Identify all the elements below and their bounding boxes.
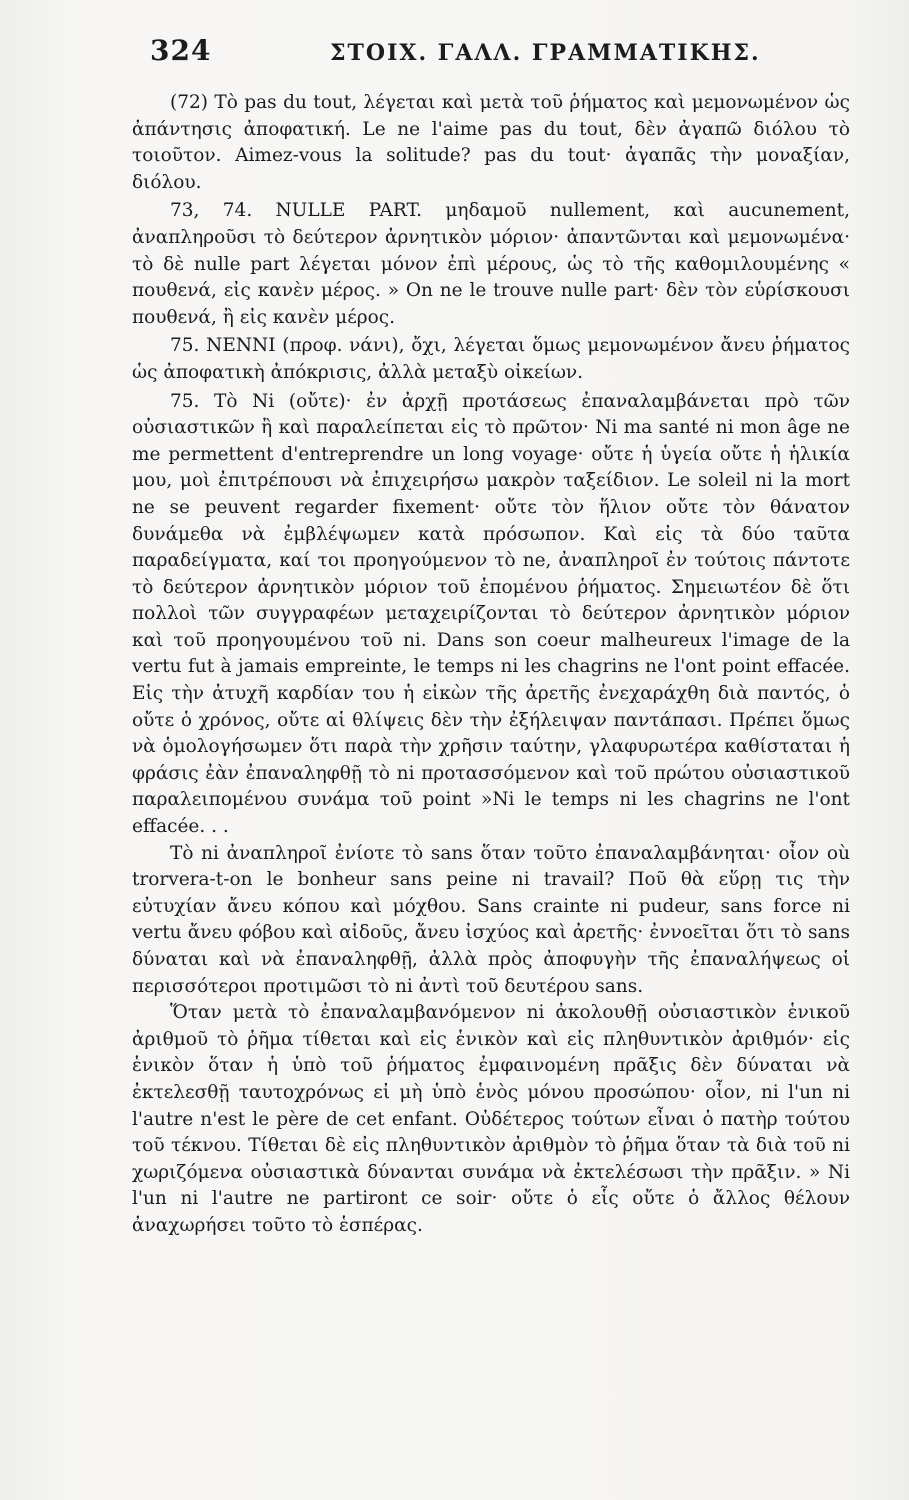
paragraph-pas-du-tout: (72) Τὸ pas du tout, λέγεται καὶ μετὰ τοῦ ῥήματος καὶ μεμονωμένον ὡς ἀπάντησις ἀποφατική. Le ne l'aime pas du tout, δὲν ἀγαπῶ διόλου τὸ τοιοῦτον. Aimez-vous la solitude? pas du tout· ἀγαπᾶς τὴν μοναξίαν, διόλου. (132, 92, 850, 193)
page-header (150, 28, 870, 78)
paragraph-ni-sans: Τὸ ni ἀναπληροῖ ἐνίοτε τὸ sans ὅταν τοῦτο ἐπαναλαμβάνηται· οἷον où trorvera-t-on le bonheur sans peine ni travail? Ποῦ θὰ εὕρῃ τις τὴν εὐτυχίαν ἄνευ κόπου καὶ μόχθου. Sans crainte ni pudeur, sans force ni vertu ἄνευ φόβου καὶ αἰδοῦς, ἄνευ ἰσχύος καὶ ἀρετῆς· ἐννοεῖται ὅτι τὸ sans δύναται καὶ νὰ ἐπαναληφθῇ, ἀλλὰ πρὸς ἀποφυγὴν τῆς ἐπαναλήψεως οἱ περισσότεροι προτιμῶσι τὸ ni ἀντὶ τοῦ δευτέρου sans. (132, 842, 850, 997)
paragraph-nulle-part: 73, 74. NULLE PART. μηδαμοῦ nullement, καὶ aucunement, ἀναπληροῦσι τὸ δεύτερον ἀρνητικὸν μόριον· ἀπαντῶνται καὶ μεμονωμένα· τὸ δὲ nulle part λέγεται μόνον ἐπὶ μέρους, ὡς τὸ τῆς καθομιλουμένης « πουθενά, εἰς κανὲν μέρος. » On ne le trouve nulle part· δὲν τὸν εὑρίσκουσι πουθενά, ἢ εἰς κανὲν μέρος. (132, 200, 850, 328)
paragraph-nenni: 75. NENNI (προφ. νάνι), ὄχι, λέγεται ὅμως μεμονωμένον ἄνευ ῥήματος ὡς ἀποφατικὴ ἀπόκρισις, ἀλλὰ μεταξὺ οἰκείων. (132, 335, 850, 383)
page-number: 324 (150, 34, 212, 67)
paragraph-ni: 75. Τὸ Ni (οὔτε)· ἐν ἀρχῇ προτάσεως ἐπαναλαμβάνεται πρὸ τῶν οὐσιαστικῶν ἢ καὶ παραλείπεται εἰς τὸ πρῶτον· Ni ma santé ni mon âge ne me permettent d'entreprendre un long voyage· οὔτε ἡ ὑγεία οὔτε ἡ ἡλικία μου, μοὶ ἐπιτρέπουσι νὰ ἐπιχειρήσω μακρὸν ταξείδιον. Le soleil ni la mort ne se peuvent regarder fixement· οὔτε τὸν ἥλιον οὔτε τὸν θάνατον δυνάμεθα νὰ ἐμβλέψωμεν κατὰ πρόσωπον. Καὶ εἰς τὰ δύο ταῦτα παραδείγματα, καί τοι προηγούμενον τὸ ne, ἀναπληροῖ ἐν τούτοις πάντοτε τὸ δεύτερον ἀρνητικὸν μόριον τοῦ ἑπομένου ῥήματος. Σημειωτέον δὲ ὅτι πολλοὶ τῶν συγγραφέων μεταχειρίζονται τὸ δεύτερον ἀρνητικὸν μόριον καὶ τοῦ προηγουμένου τοῦ ni. Dans son coeur malheureux l'image de la vertu fut à jamais empreinte, le temps ni les chagrins ne l'ont point effacée. Εἰς τὴν ἀτυχῆ καρδίαν του ἡ εἰκὼν τῆς ἀρετῆς ἐνεχαράχθη διὰ παντός, ὁ οὔτε ὁ χρόνος, οὔτε αἱ θλίψεις δὲν τὴν ἐξήλειψαν παντάπασι. Πρέπει ὅμως νὰ ὁμολογήσωμεν ὅτι παρὰ τὴν χρῆσιν ταύτην, γλαφυρωτέρα καθίσταται ἡ φράσις ἐὰν ἐπαναληφθῇ τὸ ni προτασσόμενον καὶ τοῦ πρώτου οὐσιαστικοῦ παραλειπομένου συνάμα τοῦ point »Ni le temps ni les chagrins ne l'ont effacée. . . (132, 390, 850, 838)
paragraph-ni-verb-number: Ὅταν μετὰ τὸ ἐπαναλαμβανόμενον ni ἀκολουθῇ οὐσιαστικὸν ἑνικοῦ ἀριθμοῦ τὸ ῥῆμα τίθεται καὶ εἰς ἑνικὸν καὶ εἰς πληθυντικὸν ἀριθμόν· εἰς ἑνικὸν ὅταν ἡ ὑπὸ τοῦ ῥήματος ἐμφαινομένη πρᾶξις δὲν δύναται νὰ ἐκτελεσθῇ ταυτοχρόνως εἰ μὴ ὑπὸ ἑνὸς μόνου προσώπου· οἷον, ni l'un ni l'autre n'est le père de cet enfant. Οὐδέτερος τούτων εἶναι ὁ πατὴρ τούτου τοῦ τέκνου. Τίθεται δὲ εἰς πληθυντικὸν ἀριθμὸν τὸ ῥῆμα ὅταν τὰ διὰ τοῦ ni χωριζόμενα οὐσιαστικὰ δύνανται συνάμα νὰ ἐκτελέσωσι τὴν πρᾶξιν. » Ni l'un ni l'autre ne partiront ce soir· οὔτε ὁ εἷς οὔτε ὁ ἄλλος θέλουν ἀναχωρήσει τοῦτο τὸ ἑσπέρας. (132, 1002, 850, 1236)
body-text (132, 90, 850, 1240)
running-title: ΣΤΟΙΧ. ΓΑΛΛ. ΓΡΑΜΜΑΤΙΚΗΣ. (330, 40, 761, 66)
